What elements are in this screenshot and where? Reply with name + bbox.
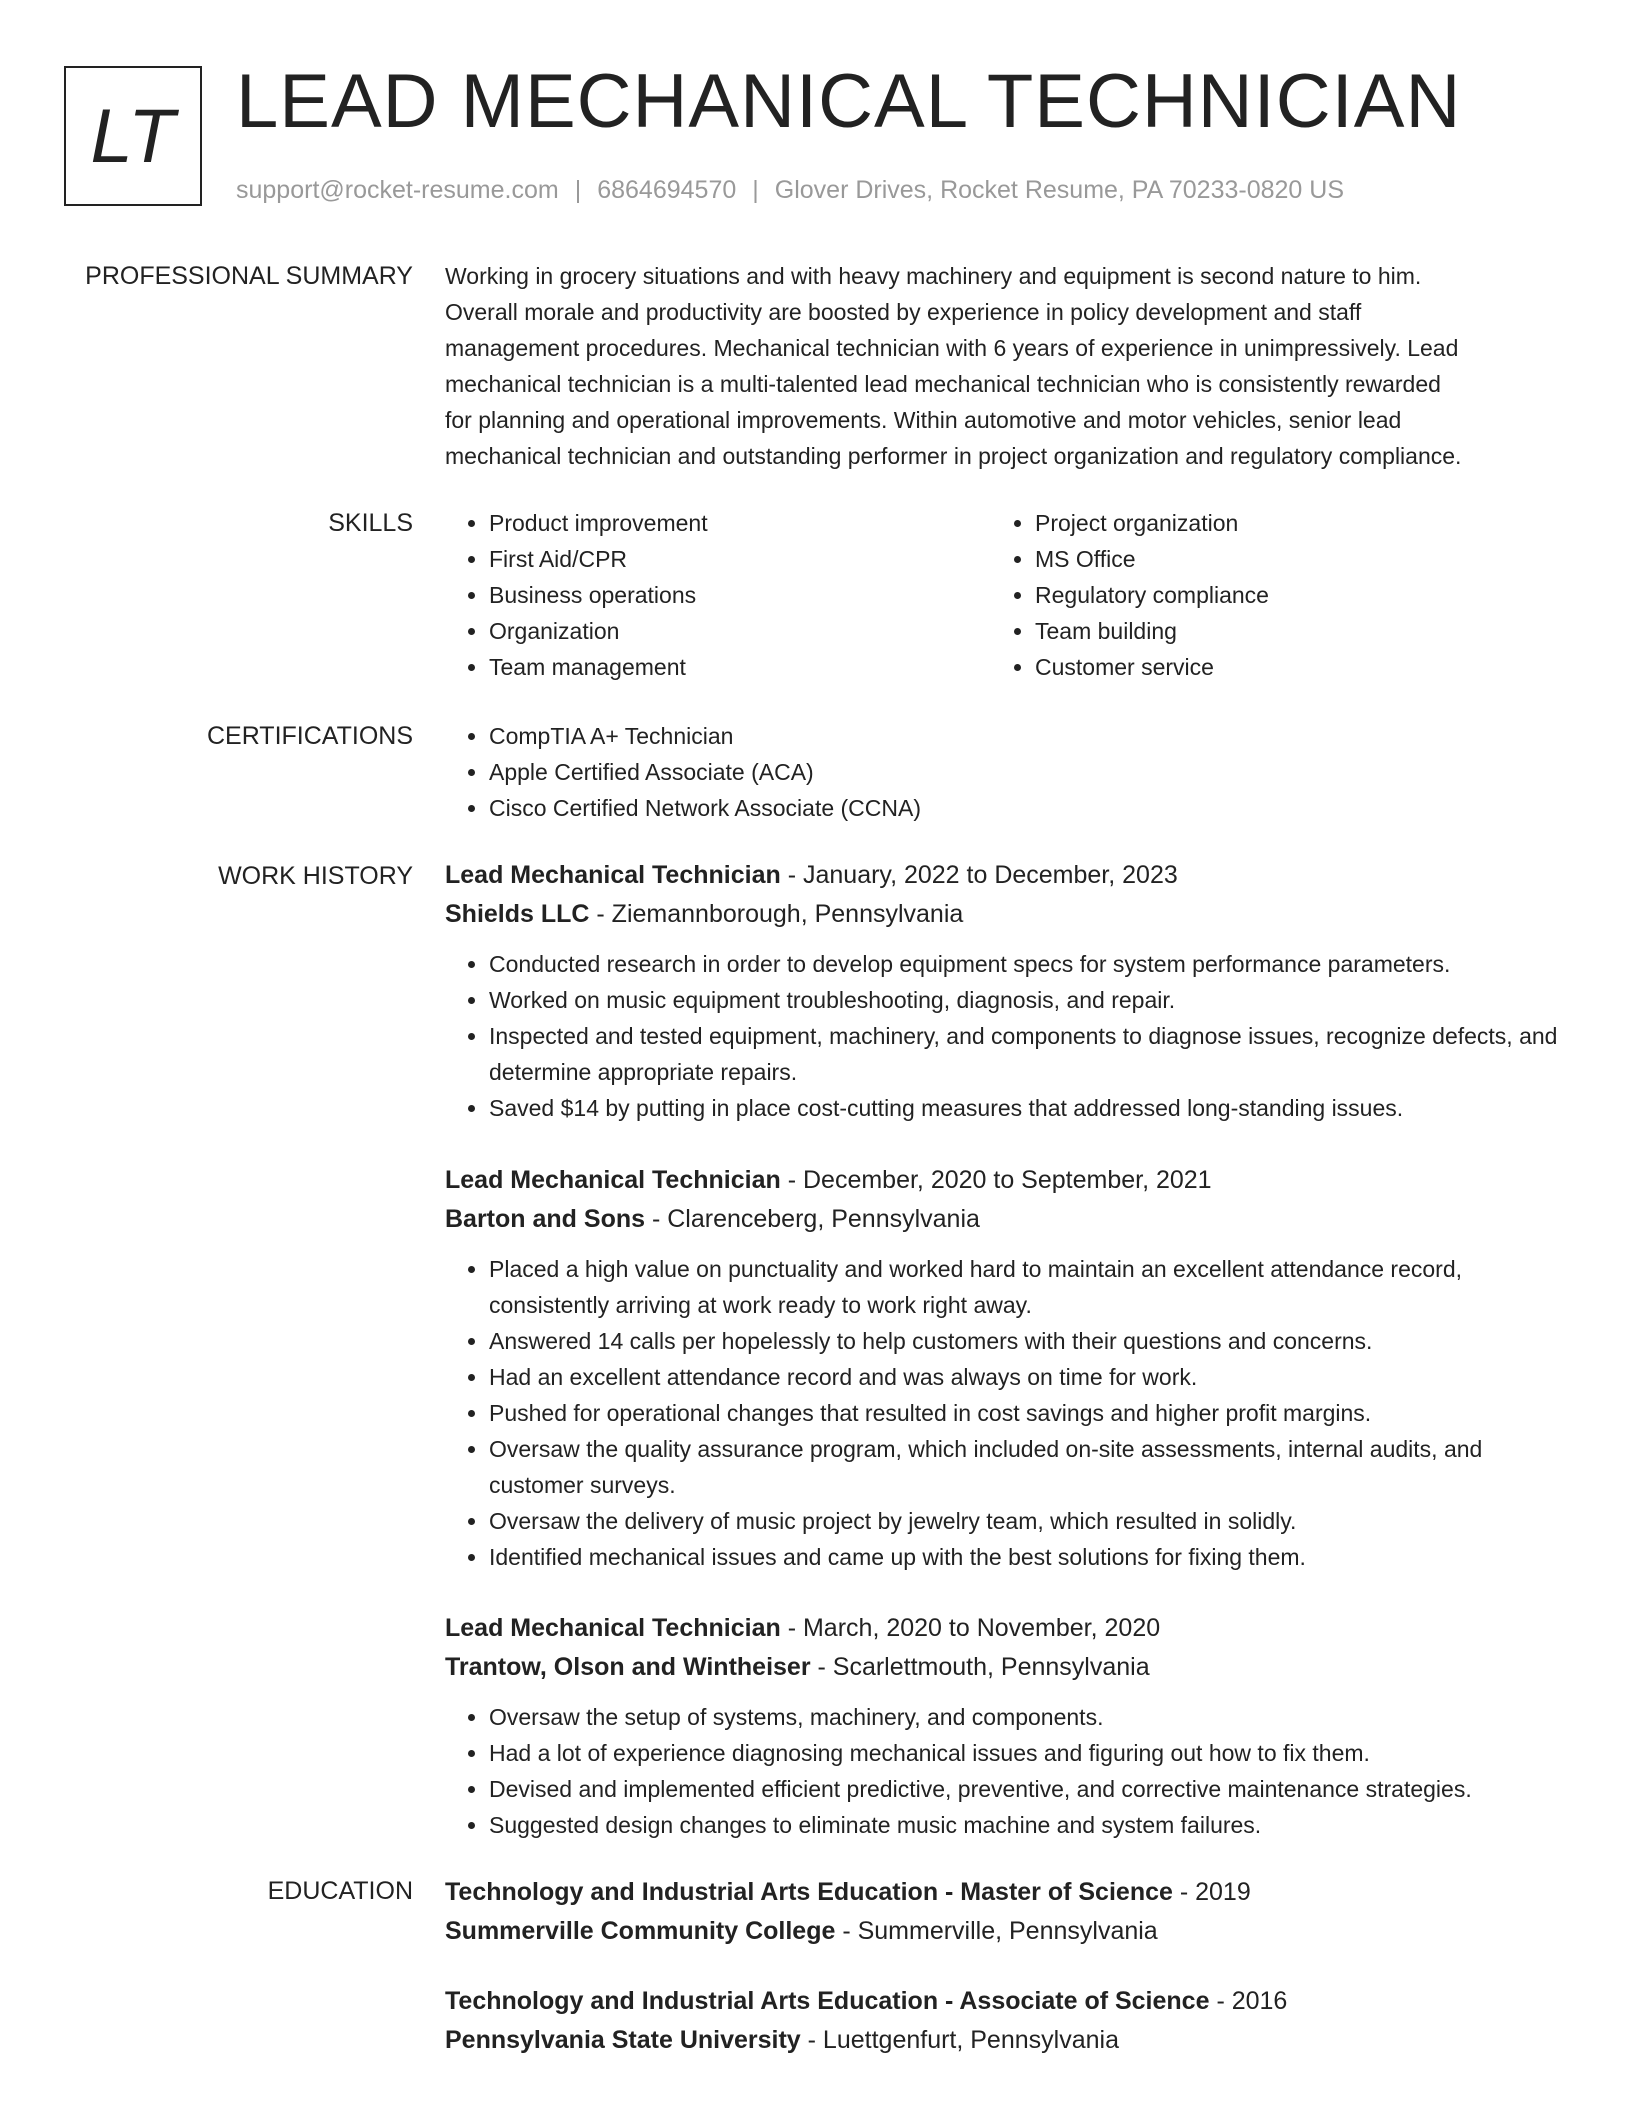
job-bullet: • Answered 14 calls per hopelessly to help customers with their questions and concerns.: [489, 1323, 1565, 1359]
job-bullet: • Saved $14 by putting in place cost-cutting measures that addressed long-standing issues.: [489, 1090, 1565, 1126]
contact-separator: |: [574, 176, 582, 204]
education-entry: [445, 1982, 1565, 2060]
skill-item: • Project organization: [1035, 505, 1511, 541]
job-bullet: • Pushed for operational changes that resulted in cost savings and higher profit margins.: [489, 1395, 1565, 1431]
job-bullet: • Devised and implemented efficient predictive, preventive, and corrective maintenance strategies.: [489, 1771, 1565, 1807]
job-location: - Clarenceberg, Pennsylvania: [645, 1205, 980, 1233]
skills-column-right: [991, 505, 1511, 685]
skills-column-left: [445, 505, 965, 685]
job-company-line: [445, 1648, 1565, 1687]
summary-line: mechanical technician is a multi-talented lead mechanical technician who is consistently rewarded: [445, 371, 1441, 397]
job-bullet: • Identified mechanical issues and came up with the best solutions for fixing them.: [489, 1539, 1565, 1575]
education-year: - 2016: [1209, 1987, 1288, 2015]
job-title: Lead Mechanical Technician: [445, 1166, 781, 1194]
job-company-line: [445, 895, 1565, 934]
education-school: Pennsylvania State University: [445, 2026, 801, 2054]
skill-item: • Organization: [489, 613, 965, 649]
job-bullet: • Placed a high value on punctuality and worked hard to maintain an excellent attendance record, consistently arriving at work ready to work right away.: [489, 1251, 1565, 1323]
summary-line: Working in grocery situations and with heavy machinery and equipment is second nature to him.: [445, 263, 1422, 289]
job-bullet: • Inspected and tested equipment, machinery, and components to diagnose issues, recognize defects, and determine appropriate repairs.: [489, 1018, 1565, 1090]
skill-item: • Team management: [489, 649, 965, 685]
education-school: Summerville Community College: [445, 1917, 836, 1945]
summary-line: management procedures. Mechanical technician with 6 years of experience in unimpressively. Lead: [445, 335, 1459, 361]
work-history-heading: WORK HISTORY: [218, 862, 413, 890]
education-degree-line: [445, 1873, 1565, 1912]
education-degree-line: [445, 1982, 1565, 2021]
contact-line: [236, 172, 1344, 208]
resume-title: LEAD MECHANICAL TECHNICIAN: [236, 59, 1462, 144]
job-title: Lead Mechanical Technician: [445, 1614, 781, 1642]
job-bullet: • Worked on music equipment troubleshooting, diagnosis, and repair.: [489, 982, 1565, 1018]
monogram-badge: [64, 66, 202, 206]
summary-line: for planning and operational improvements. Within automotive and motor vehicles, senior lead: [445, 407, 1402, 433]
education-entry: [445, 1873, 1565, 1951]
certifications-body: [445, 718, 1565, 826]
education-year: - 2019: [1172, 1878, 1251, 1906]
job-company: Trantow, Olson and Wintheiser: [445, 1653, 811, 1681]
education-degree: Technology and Industrial Arts Education - Master of Science: [445, 1878, 1173, 1906]
job-company: Barton and Sons: [445, 1205, 646, 1233]
contact-email[interactable]: support@rocket-resume.com: [236, 176, 559, 204]
education-location: - Luettgenfurt, Pennsylvania: [800, 2026, 1119, 2054]
job-company-line: [445, 1200, 1565, 1239]
skill-item: • Product improvement: [489, 505, 965, 541]
skill-item: • Customer service: [1035, 649, 1511, 685]
certifications-heading: CERTIFICATIONS: [206, 722, 413, 750]
job-bullet: • Oversaw the delivery of music project by jewelry team, which resulted in solidly.: [489, 1503, 1565, 1539]
certification-item: • CompTIA A+ Technician: [489, 718, 1565, 754]
job-bullets: [445, 1251, 1565, 1575]
summary-text: [445, 258, 1565, 474]
skill-item: • MS Office: [1035, 541, 1511, 577]
education-heading: EDUCATION: [267, 1877, 413, 1905]
job-bullet: • Conducted research in order to develop equipment specs for system performance parameters.: [489, 946, 1565, 982]
job-bullet: • Oversaw the setup of systems, machinery, and components.: [489, 1699, 1565, 1735]
job-dates: - January, 2022 to December, 2023: [780, 861, 1178, 889]
job-bullet: • Had a lot of experience diagnosing mechanical issues and figuring out how to fix them.: [489, 1735, 1565, 1771]
summary-line: mechanical technician and outstanding performer in project organization and regulatory compliance.: [445, 443, 1462, 469]
contact-phone[interactable]: 6864694570: [597, 176, 737, 204]
skill-item: • Team building: [1035, 613, 1511, 649]
skills-heading: SKILLS: [328, 509, 413, 537]
job-bullet: • Suggested design changes to eliminate music machine and system failures.: [489, 1807, 1565, 1843]
job-title-line: [445, 1609, 1565, 1648]
education-school-line: [445, 2021, 1565, 2060]
monogram-initials: LT: [90, 93, 176, 179]
skill-item: • First Aid/CPR: [489, 541, 965, 577]
job-title: Lead Mechanical Technician: [445, 861, 781, 889]
job-dates: - March, 2020 to November, 2020: [780, 1614, 1161, 1642]
skill-item: • Regulatory compliance: [1035, 577, 1511, 613]
education-body: [445, 1873, 1565, 2060]
contact-address: Glover Drives, Rocket Resume, PA 70233-0820 US: [774, 176, 1345, 204]
education-school-line: [445, 1912, 1565, 1951]
summary-heading: PROFESSIONAL SUMMARY: [85, 262, 413, 290]
job-location: - Scarlettmouth, Pennsylvania: [810, 1653, 1150, 1681]
job-bullets: [445, 1699, 1565, 1843]
job-title-line: [445, 1161, 1565, 1200]
certification-item: • Apple Certified Associate (ACA): [489, 754, 1565, 790]
job-dates: - December, 2020 to September, 2021: [780, 1166, 1212, 1194]
job-bullet: • Oversaw the quality assurance program, which included on-site assessments, internal audits, and customer surveys.: [489, 1431, 1565, 1503]
summary-line: Overall morale and productivity are boosted by experience in policy development and staff: [445, 299, 1362, 325]
job-company: Shields LLC: [445, 900, 590, 928]
job-title-line: [445, 856, 1565, 895]
skill-item: • Business operations: [489, 577, 965, 613]
education-degree: Technology and Industrial Arts Education - Associate of Science: [445, 1987, 1210, 2015]
contact-separator: |: [752, 176, 759, 204]
job-location: - Ziemannborough, Pennsylvania: [589, 900, 964, 928]
job-bullets: [445, 946, 1565, 1126]
education-location: - Summerville, Pennsylvania: [835, 1917, 1158, 1945]
certification-item: • Cisco Certified Network Associate (CCNA): [489, 790, 1565, 826]
job-bullet: • Had an excellent attendance record and was always on time for work.: [489, 1359, 1565, 1395]
